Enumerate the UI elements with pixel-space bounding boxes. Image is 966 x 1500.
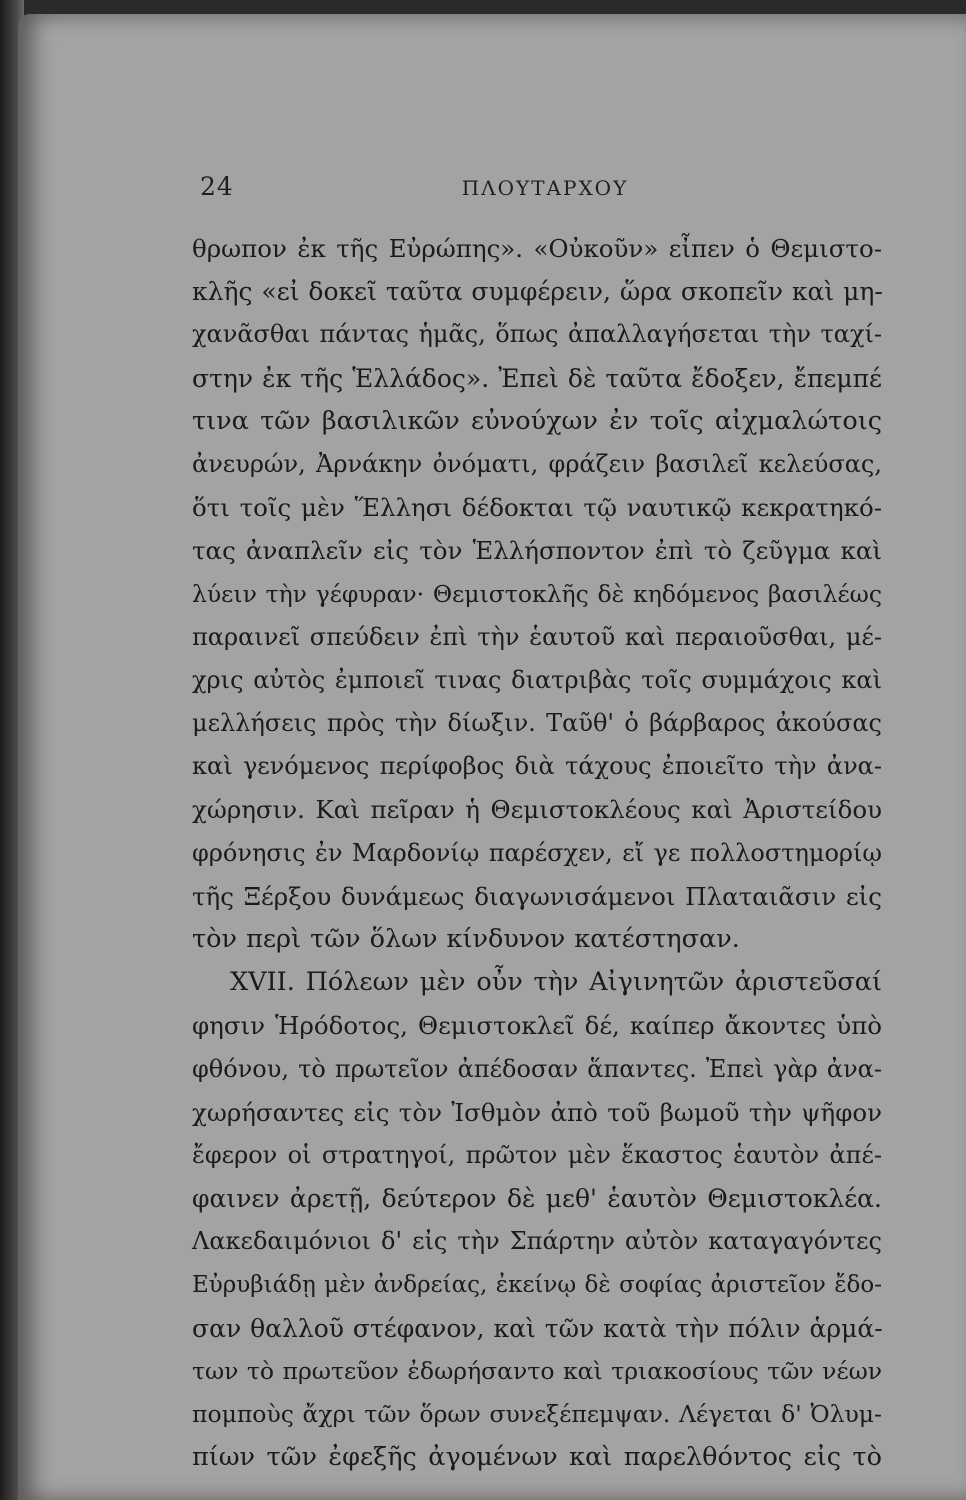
text-line: πομποὺς ἄχρι τῶν ὅρων συνεξέπεμψαν. Λέγεται δ' Ὀλυμ- [192, 1400, 882, 1429]
body-text [192, 227, 882, 1479]
text-line: ὅτι τοῖς μὲν Ἕλλησι δέδοκται τῷ ναυτικῷ κεκρατηκό- [192, 493, 882, 523]
text-line: λύειν τὴν γέφυραν· Θεμιστοκλῆς δὲ κηδόμενος βασιλέως [192, 579, 882, 608]
text-line: στην ἐκ τῆς Ἑλλάδος». Ἐπεὶ δὲ ταῦτα ἔδοξεν, ἔπεμπέ [192, 363, 882, 393]
text-line: χωρήσαντες εἰς τὸν Ἰσθμὸν ἀπὸ τοῦ βωμοῦ τὴν ψῆφον [192, 1097, 882, 1127]
text-line: των τὸ πρωτεῦον ἐδωρήσαντο καὶ τριακοσίους τῶν νέων [192, 1356, 883, 1385]
text-line: καὶ γενόμενος περίφοβος διὰ τάχους ἐποιεῖτο τὴν ἀνα- [192, 752, 882, 781]
text-line: χώρησιν. Καὶ πεῖραν ἡ Θεμιστοκλέους καὶ Ἀριστείδου [192, 795, 882, 825]
text-line: φαινεν ἀρετῇ, δεύτερον δὲ μεθ' ἑαυτὸν Θεμιστοκλέα. [192, 1184, 882, 1214]
page-number: 24 [200, 172, 234, 201]
text-line: φθόνου, τὸ πρωτεῖον ἀπέδοσαν ἅπαντες. Ἐπεὶ γὰρ ἀνα- [192, 1054, 882, 1083]
text-line: ἔφερον οἱ στρατηγοί, πρῶτον μὲν ἕκαστος ἑαυτὸν ἀπέ- [192, 1140, 882, 1169]
text-line: τινα τῶν βασιλικῶν εὐνούχων ἐν τοῖς αἰχμαλώτοις [192, 405, 882, 436]
text-line: ἀνευρών, Ἀρνάκην ὀνόματι, φράζειν βασιλεῖ κελεύσας, [192, 449, 882, 478]
text-line: τας ἀναπλεῖν εἰς τὸν Ἑλλήσποντον ἐπὶ τὸ ζεῦγμα καὶ [192, 536, 882, 566]
text-line: σαν θαλλοῦ στέφανον, καὶ τῶν κατὰ τὴν πόλιν ἁρμά- [192, 1313, 883, 1343]
text-line: παραινεῖ σπεύδειν ἐπὶ τὴν ἑαυτοῦ καὶ περαιοῦσθαι, μέ- [192, 622, 882, 651]
running-title: ΠΛΟΥΤΑΡΧΟΥ [461, 176, 629, 200]
text-line: θρωπον ἐκ τῆς Εὐρώπης». «Οὐκοῦν» εἶπεν ὁ Θεμιστο- [192, 234, 882, 263]
text-line: κλῆς «εἰ δοκεῖ ταῦτα συμφέρειν, ὥρα σκοπεῖν καὶ μη- [192, 277, 883, 307]
text-line: χρις αὐτὸς ἐμποιεῖ τινας διατριβὰς τοῖς συμμάχοις καὶ [192, 665, 882, 694]
page-header [200, 172, 890, 206]
text-line: μελλήσεις πρὸς τὴν δίωξιν. Ταῦθ' ὁ βάρβαρος ἀκούσας [192, 709, 882, 738]
text-line: τῆς Ξέρξου δυνάμεως διαγωνισάμενοι Πλαταιᾶσιν εἰς [192, 881, 882, 911]
text-line: πίων τῶν ἐφεξῆς ἀγομένων καὶ παρελθόντος εἰς τὸ [192, 1442, 882, 1473]
text-line: φησιν Ἡρόδοτος, Θεμιστοκλεῖ δέ, καίπερ ἄκοντες ὑπὸ [192, 1011, 882, 1041]
text-line: Λακεδαιμόνιοι δ' εἰς τὴν Σπάρτην αὐτὸν καταγαγόντες [192, 1227, 882, 1256]
section-start-line: XVII. Πόλεων μὲν οὖν τὴν Αἰγινητῶν ἀριστεῦσαί [230, 967, 882, 998]
text-line: χανᾶσθαι πάντας ἡμᾶς, ὅπως ἀπαλλαγήσεται τὴν ταχί- [192, 320, 882, 349]
text-line: Εὐρυβιάδῃ μὲν ἀνδρείας, ἐκείνῳ δὲ σοφίας ἀριστεῖον ἔδο- [192, 1271, 882, 1298]
text-line: τὸν περὶ τῶν ὅλων κίνδυνον κατέστησαν. [192, 924, 740, 954]
text-line: φρόνησις ἐν Μαρδονίῳ παρέσχεν, εἴ γε πολλοστημορίῳ [192, 838, 882, 867]
